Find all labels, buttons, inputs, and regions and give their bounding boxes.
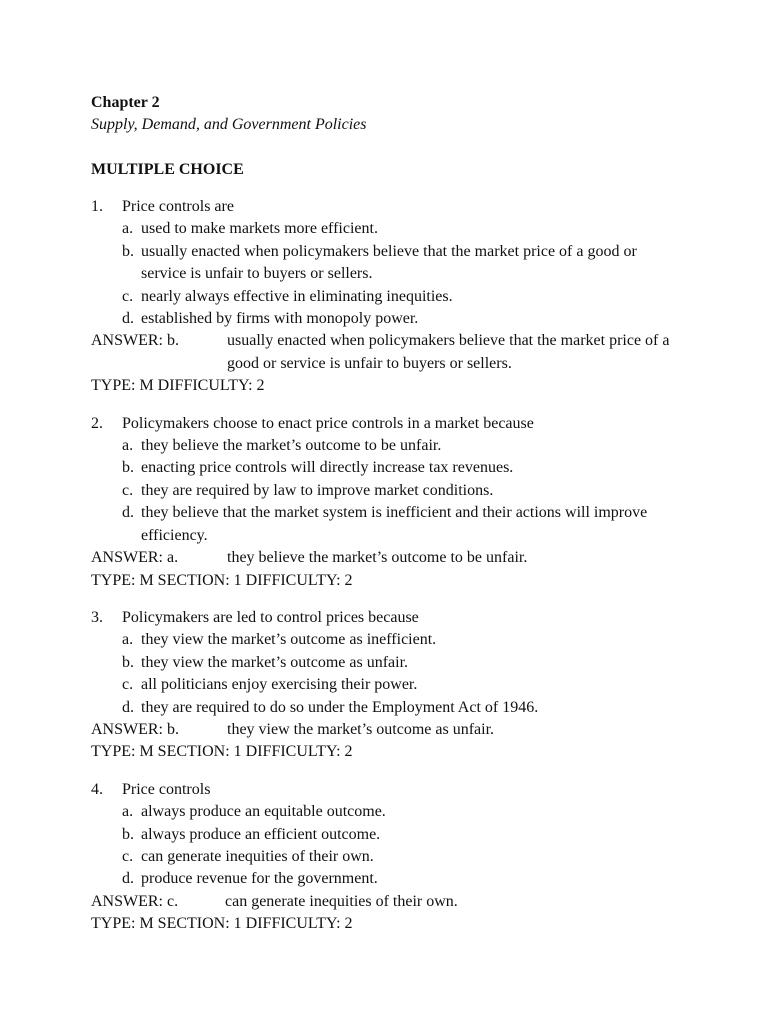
option-text: they are required to do so under the Employment Act of 1946. bbox=[141, 698, 539, 716]
option-c bbox=[91, 846, 731, 868]
option-text: all politicians enjoy exercising their power. bbox=[141, 676, 418, 694]
option-a bbox=[91, 629, 731, 651]
option-letter: b. bbox=[122, 825, 134, 843]
question-number: 4. bbox=[91, 780, 103, 798]
option-letter: c. bbox=[122, 847, 134, 865]
type-line: TYPE: M SECTION: 1 DIFFICULTY: 2 bbox=[91, 743, 353, 761]
answer-key: c. bbox=[167, 892, 179, 910]
option-d bbox=[91, 697, 731, 719]
answer-line bbox=[91, 891, 731, 913]
option-text: nearly always effective in eliminating inequities. bbox=[141, 287, 453, 305]
question-text: Policymakers are led to control prices because bbox=[122, 608, 419, 626]
question-1 bbox=[91, 196, 731, 398]
option-b bbox=[91, 824, 731, 846]
option-letter: d. bbox=[122, 870, 134, 888]
answer-text bbox=[227, 330, 697, 375]
option-text: enacting price controls will directly increase tax revenues. bbox=[141, 459, 514, 477]
option-text: they believe the market’s outcome to be unfair. bbox=[141, 437, 442, 455]
option-letter: a. bbox=[122, 803, 134, 821]
option-c bbox=[91, 480, 731, 502]
option-letter: c. bbox=[122, 287, 134, 305]
option-a bbox=[91, 218, 731, 240]
type-line: TYPE: M SECTION: 1 DIFFICULTY: 2 bbox=[91, 571, 353, 589]
option-b bbox=[91, 241, 731, 286]
option-letter: d. bbox=[122, 310, 134, 328]
answer-label-group bbox=[91, 891, 225, 913]
question-4 bbox=[91, 779, 731, 936]
answer-text: they believe the market’s outcome to be unfair. bbox=[227, 549, 528, 567]
document-page bbox=[91, 92, 731, 936]
option-text: always produce an equitable outcome. bbox=[141, 803, 386, 821]
option-a bbox=[91, 801, 731, 823]
answer-text: can generate inequities of their own. bbox=[225, 892, 458, 910]
type-line: TYPE: M SECTION: 1 DIFFICULTY: 2 bbox=[91, 915, 353, 933]
question-number: 1. bbox=[91, 198, 103, 215]
answer-label-group bbox=[91, 547, 227, 569]
option-text: produce revenue for the government. bbox=[141, 870, 378, 888]
option-c bbox=[91, 674, 731, 696]
option-text: they are required by law to improve market conditions. bbox=[141, 481, 494, 499]
option-a bbox=[91, 435, 731, 457]
option-letter: d. bbox=[122, 698, 134, 716]
question-stem bbox=[91, 607, 731, 629]
option-text: they view the market’s outcome as unfair. bbox=[141, 653, 409, 671]
option-d bbox=[91, 308, 731, 330]
question-text: Price controls are bbox=[122, 198, 234, 215]
answer-line bbox=[91, 719, 731, 741]
option-text: usually enacted when policymakers believe that the market price of a good or service is unfair to buyers or sellers. bbox=[141, 242, 637, 283]
question-number: 2. bbox=[91, 414, 103, 432]
option-letter: b. bbox=[122, 653, 134, 671]
chapter-title: Chapter 2 bbox=[91, 94, 160, 111]
option-letter: c. bbox=[122, 481, 134, 499]
option-text: can generate inequities of their own. bbox=[141, 847, 374, 865]
answer-label-group bbox=[91, 719, 227, 741]
answer-text: they view the market’s outcome as unfair. bbox=[227, 720, 495, 738]
option-text: established by firms with monopoly power. bbox=[141, 310, 419, 328]
answer-label: ANSWER: bbox=[91, 332, 163, 350]
answer-key: b. bbox=[167, 332, 179, 350]
type-line: TYPE: M DIFFICULTY: 2 bbox=[91, 377, 265, 395]
option-text: used to make markets more efficient. bbox=[141, 220, 378, 238]
option-letter: a. bbox=[122, 437, 134, 455]
option-letter: a. bbox=[122, 631, 134, 649]
answer-text-content: usually enacted when policymakers believe that the market price of a good or service is unfair to buyers or sellers. bbox=[227, 332, 670, 372]
question-text: Price controls bbox=[122, 780, 211, 798]
answer-label: ANSWER: bbox=[91, 549, 163, 567]
question-number: 3. bbox=[91, 608, 103, 626]
option-text: always produce an efficient outcome. bbox=[141, 825, 381, 843]
option-letter: b. bbox=[122, 242, 134, 260]
option-b bbox=[91, 457, 731, 479]
option-letter: d. bbox=[122, 504, 134, 522]
option-text: they view the market’s outcome as inefficient. bbox=[141, 631, 437, 649]
option-letter: c. bbox=[122, 676, 134, 694]
chapter-subtitle: Supply, Demand, and Government Policies bbox=[91, 116, 367, 133]
answer-label: ANSWER: bbox=[91, 720, 163, 738]
option-b bbox=[91, 652, 731, 674]
answer-label-group bbox=[91, 330, 227, 375]
question-stem bbox=[91, 413, 731, 435]
answer-label: ANSWER: bbox=[91, 892, 163, 910]
answer-line bbox=[91, 547, 731, 569]
answer-key: b. bbox=[167, 720, 179, 738]
option-d bbox=[91, 868, 731, 890]
question-3 bbox=[91, 607, 731, 764]
question-stem bbox=[91, 779, 731, 801]
option-d bbox=[91, 502, 731, 547]
answer-line bbox=[91, 330, 731, 375]
option-c bbox=[91, 286, 731, 308]
question-stem bbox=[91, 196, 731, 218]
section-heading: MULTIPLE CHOICE bbox=[91, 161, 244, 178]
option-letter: a. bbox=[122, 220, 134, 238]
question-text: Policymakers choose to enact price controls in a market because bbox=[122, 414, 534, 432]
option-text: they believe that the market system is inefficient and their actions will improve efficiency. bbox=[141, 504, 648, 544]
answer-key: a. bbox=[167, 549, 179, 567]
question-2 bbox=[91, 413, 731, 592]
option-letter: b. bbox=[122, 459, 134, 477]
